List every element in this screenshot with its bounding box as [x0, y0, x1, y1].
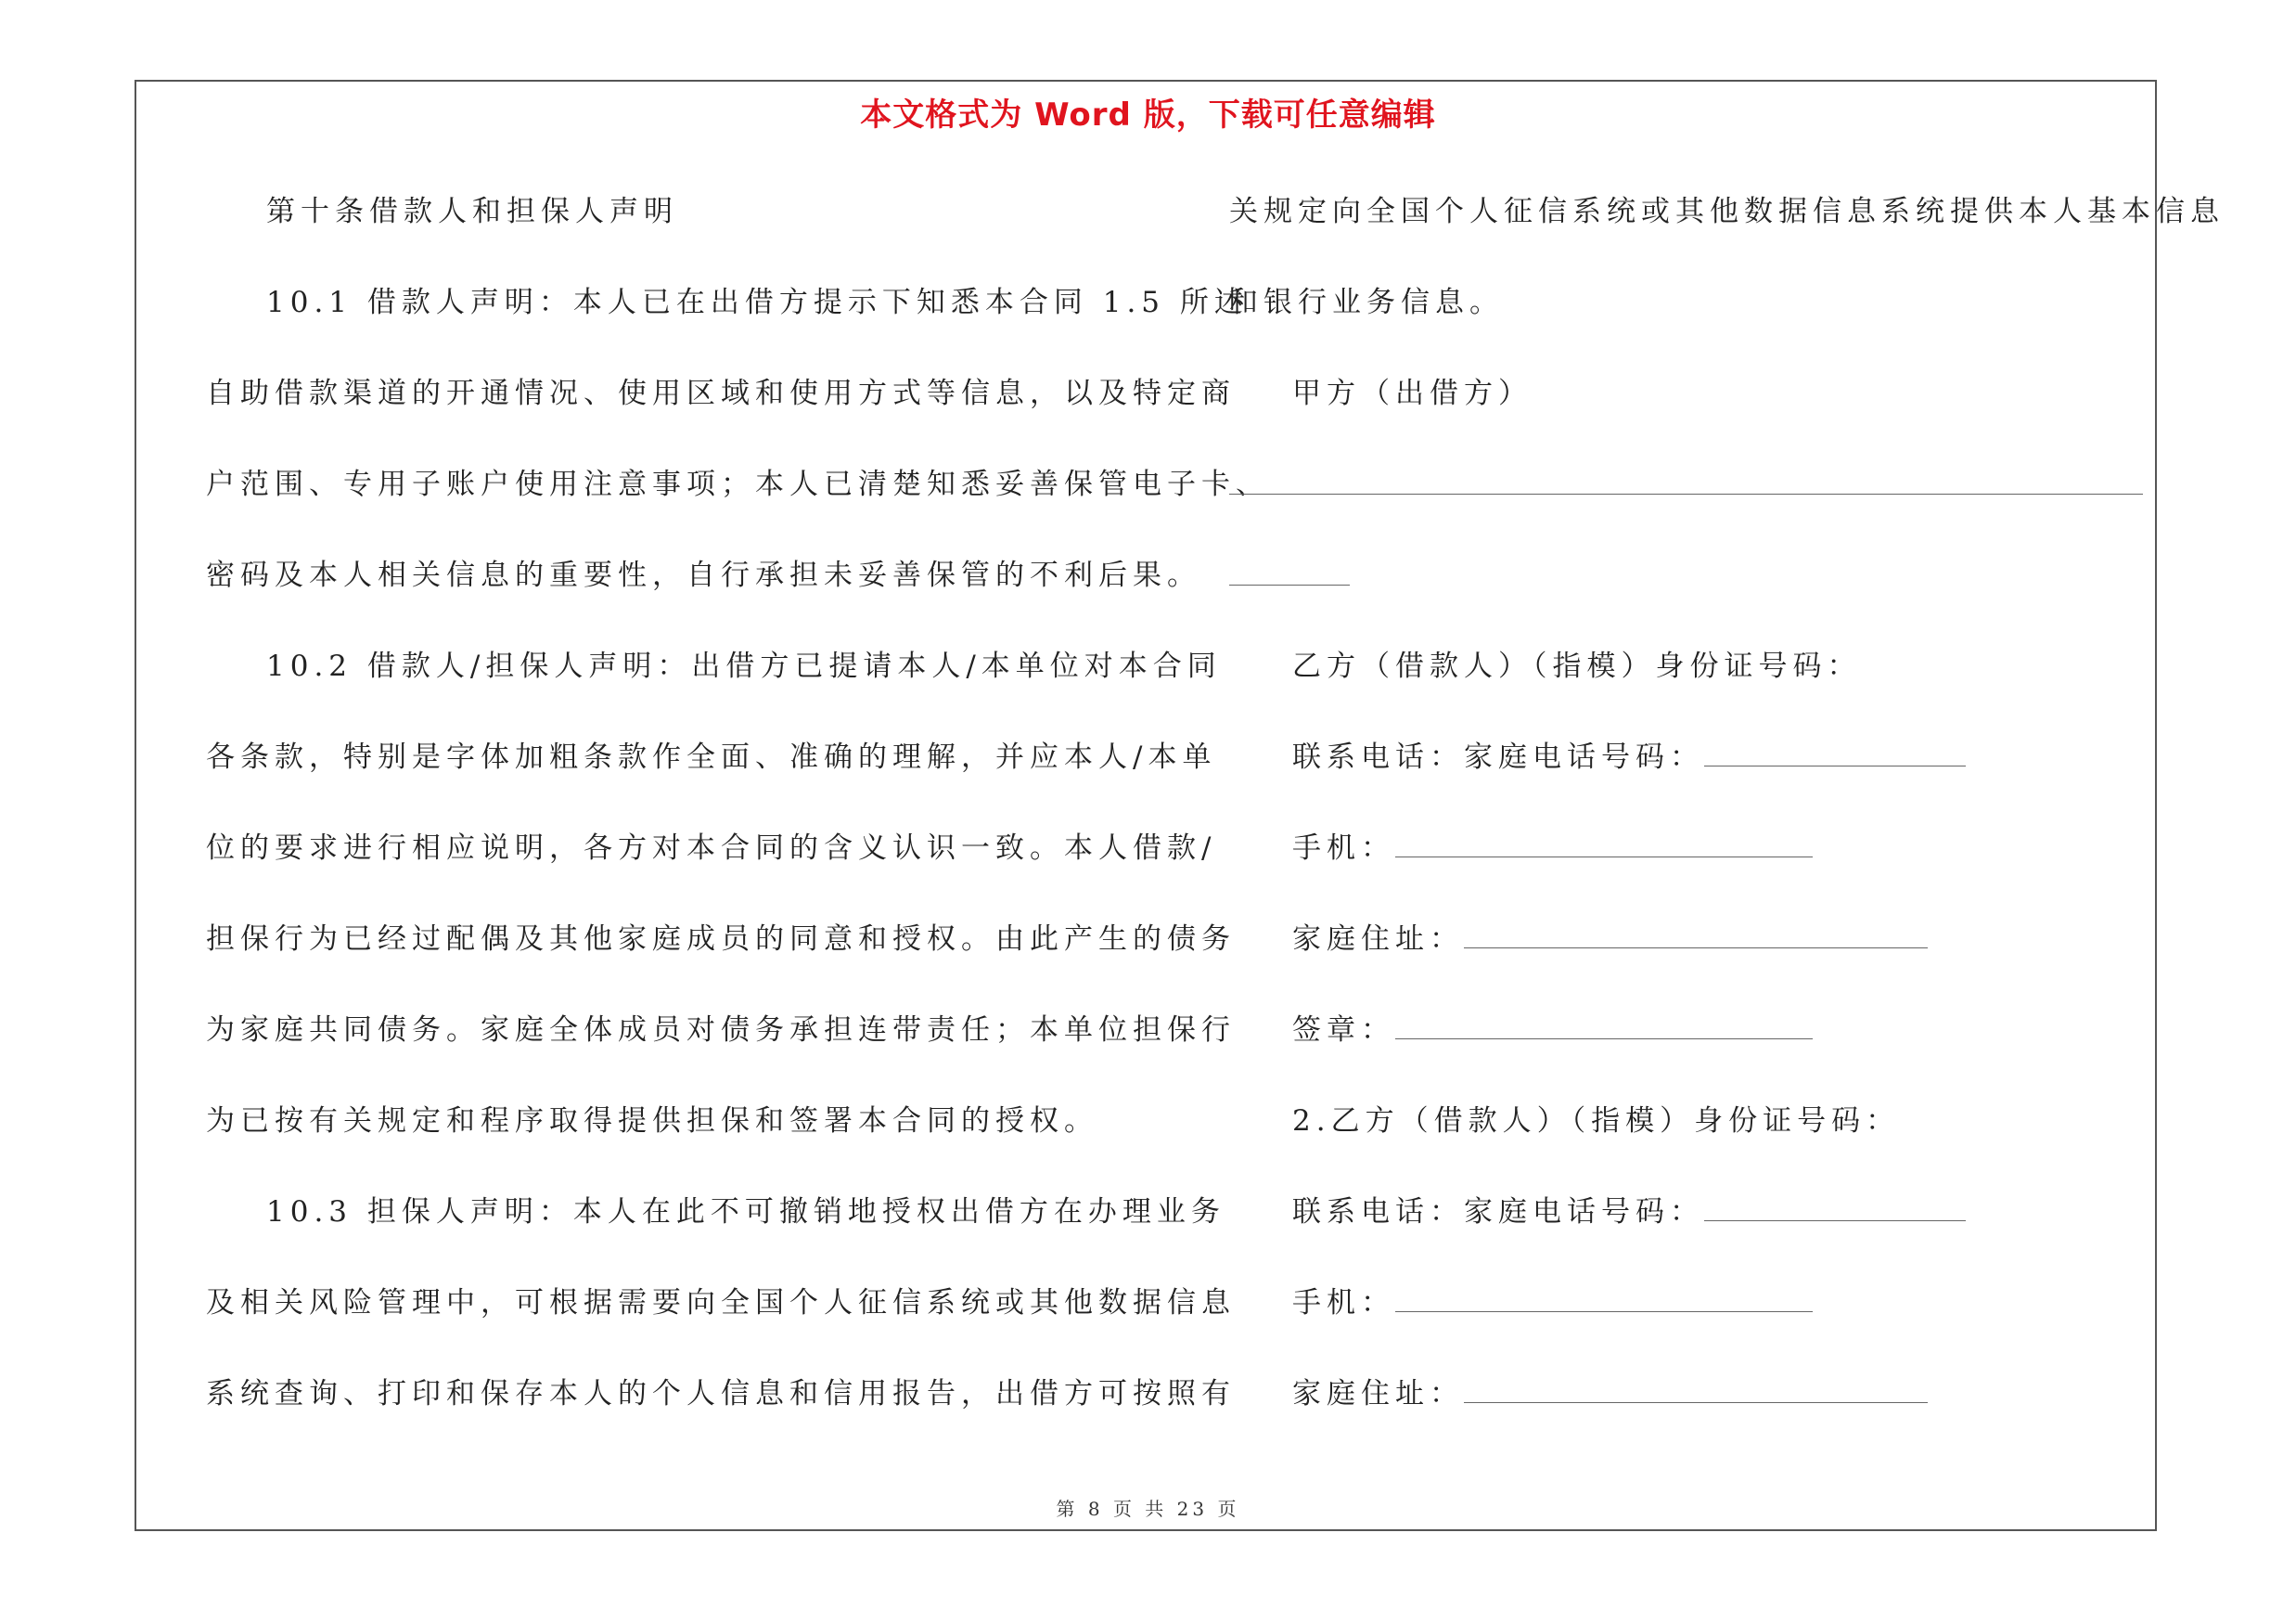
paragraph-line: 自助借款渠道的开通情况、使用区域和使用方式等信息，以及特定商 [206, 377, 1236, 410]
phone-field [1292, 739, 1966, 776]
mobile-field [1292, 830, 1813, 867]
paragraph-line: 10.2 借款人/担保人声明：出借方已提请本人/本单位对本合同 [266, 650, 1222, 683]
address-field [1292, 921, 1928, 958]
party-b2-id-label: 2.乙方（借款人）（指模）身份证号码： [1292, 1104, 1901, 1138]
party-b-id-label: 乙方（借款人）（指模）身份证号码： [1292, 650, 1862, 683]
section-heading: 第十条借款人和担保人声明 [266, 195, 678, 228]
paragraph-line: 户范围、专用子账户使用注意事项；本人已清楚知悉妥善保管电子卡、 [206, 468, 1270, 501]
paragraph-line: 为已按有关规定和程序取得提供担保和签署本合同的授权。 [206, 1104, 1098, 1138]
signature-line [1229, 494, 2143, 495]
seal-field [1292, 1011, 1813, 1049]
phone2-field [1292, 1193, 1966, 1230]
page-number: 第 8 页 共 23 页 [1056, 1498, 1240, 1520]
paragraph-line: 位的要求进行相应说明，各方对本合同的含义认识一致。本人借款/ [206, 831, 1217, 865]
paragraph-line: 担保行为已经过配偶及其他家庭成员的同意和授权。由此产生的债务 [206, 922, 1236, 956]
paragraph-line: 系统查询、打印和保存本人的个人信息和信用报告，出借方可按照有 [206, 1377, 1236, 1410]
paragraph-line: 各条款，特别是字体加粗条款作全面、准确的理解，并应本人/本单 [206, 741, 1217, 774]
address2-field [1292, 1375, 1928, 1412]
phone-label: 联系电话：家庭电话号码： [1292, 741, 1704, 774]
paragraph-line: 10.3 担保人声明：本人在此不可撤销地授权出借方在办理业务 [266, 1195, 1225, 1229]
paragraph-line: 和银行业务信息。 [1229, 286, 1504, 319]
party-a-label: 甲方（出借方） [1292, 377, 1533, 410]
address2-label: 家庭住址： [1292, 1377, 1464, 1410]
mobile-label: 手机： [1292, 831, 1395, 865]
paragraph-line: 关规定向全国个人征信系统或其他数据信息系统提供本人基本信息 [1229, 195, 2225, 228]
address-blank [1464, 925, 1928, 948]
seal-label: 签章： [1292, 1013, 1395, 1047]
phone-blank [1704, 743, 1966, 766]
signature-line [1229, 585, 1350, 586]
banner-notice: 本文格式为 Word 版，下载可任意编辑 [860, 97, 1436, 134]
address-label: 家庭住址： [1292, 922, 1464, 956]
paragraph-line: 为家庭共同债务。家庭全体成员对债务承担连带责任；本单位担保行 [206, 1013, 1236, 1047]
paragraph-line: 10.1 借款人声明：本人已在出借方提示下知悉本合同 1.5 所述 [266, 286, 1249, 319]
mobile2-blank [1395, 1289, 1813, 1312]
mobile-blank [1395, 834, 1813, 857]
paragraph-line: 及相关风险管理中，可根据需要向全国个人征信系统或其他数据信息 [206, 1286, 1236, 1320]
mobile2-field [1292, 1284, 1813, 1321]
address2-blank [1464, 1380, 1928, 1403]
phone2-label: 联系电话：家庭电话号码： [1292, 1195, 1704, 1229]
mobile2-label: 手机： [1292, 1286, 1395, 1320]
seal-blank [1395, 1016, 1813, 1039]
phone2-blank [1704, 1198, 1966, 1221]
paragraph-line: 密码及本人相关信息的重要性，自行承担未妥善保管的不利后果。 [206, 559, 1201, 592]
